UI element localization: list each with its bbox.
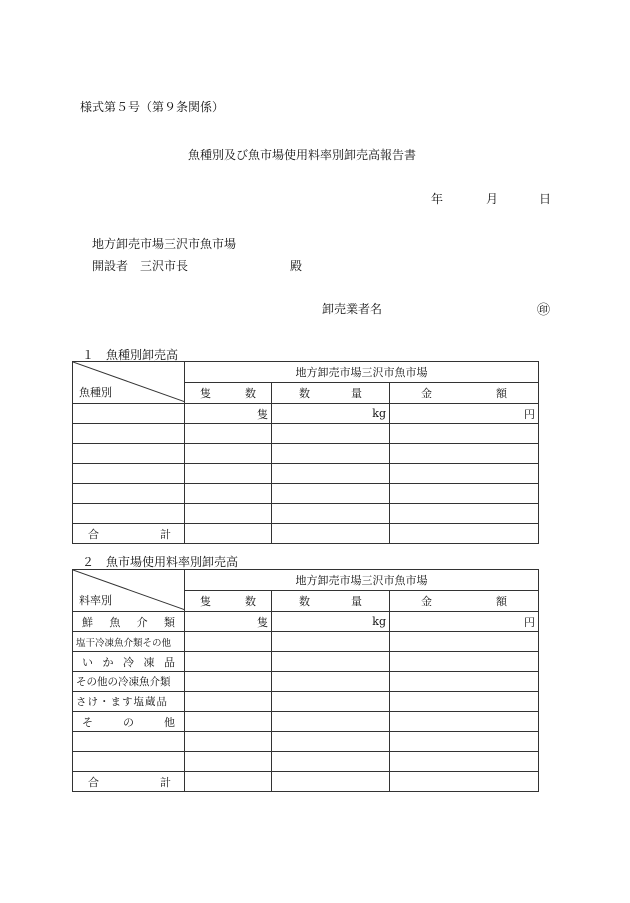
rate-row-frozen-squid: い か 冷 凍 品	[82, 655, 175, 669]
rate-row-dried-frozen: 塩干冷凍魚介類その他	[73, 632, 185, 652]
unit-kg: kg	[272, 404, 390, 424]
rate-row-fresh-fish: 鮮 魚 介 類	[82, 615, 175, 629]
section1-col-amount: 金 額	[421, 387, 507, 400]
section2-corner-cell	[73, 570, 185, 612]
section1-market-header: 地方卸売市場三沢市魚市場	[185, 362, 539, 383]
section1-blank-cell[interactable]	[73, 484, 185, 504]
date-year-label: 年	[431, 192, 444, 206]
addressee-mayor: 開設者 三沢市長	[92, 259, 189, 273]
form-number: 様式第５号（第９条関係）	[80, 100, 225, 114]
section1-blank-cell[interactable]	[73, 424, 185, 444]
date-day-label: 日	[539, 192, 552, 206]
date-month-label: 月	[486, 192, 499, 206]
unit-kg: kg	[272, 612, 390, 632]
section2-table	[72, 569, 539, 792]
section2-market-header: 地方卸売市場三沢市魚市場	[185, 570, 539, 591]
section2-col-quantity: 数 量	[299, 595, 362, 608]
section1-blank-cell[interactable]	[73, 444, 185, 464]
rate-row-other-frozen: その他の冷凍魚介類	[73, 672, 185, 692]
section1-total-label: 合 計	[88, 527, 171, 541]
section1-blank-cell[interactable]	[73, 464, 185, 484]
section1-blank-cell[interactable]	[73, 504, 185, 524]
section2-heading: ２ 魚市場使用料率別卸売高	[82, 555, 239, 569]
seal-mark: ㊞	[537, 303, 551, 318]
section1-table	[72, 361, 539, 544]
addressee-honorific: 殿	[290, 259, 303, 273]
section1-col-boats: 隻 数	[200, 387, 256, 400]
section1-heading: １ 魚種別卸売高	[82, 348, 179, 362]
unit-yen: 円	[390, 404, 539, 424]
section2-col-boats: 隻 数	[200, 595, 256, 608]
section2-blank-cell[interactable]	[73, 752, 185, 772]
addressee-market: 地方卸売市場三沢市魚市場	[92, 237, 237, 251]
section1-col-quantity: 数 量	[299, 387, 362, 400]
section2-total-label: 合 計	[88, 775, 171, 789]
unit-boats: 隻	[185, 404, 272, 424]
section2-blank-cell[interactable]	[73, 732, 185, 752]
rate-row-other: そ の 他	[82, 715, 175, 729]
unit-boats: 隻	[185, 612, 272, 632]
rate-row-salted-salmon: さけ・ます塩蔵品	[73, 692, 185, 712]
section1-corner-label: 魚種別	[79, 386, 112, 399]
document-title: 魚種別及び魚市場使用料率別卸売高報告書	[188, 148, 417, 162]
sender-label: 卸売業者名	[322, 302, 383, 316]
unit-yen: 円	[390, 612, 539, 632]
section2-corner-label: 料率別	[79, 594, 112, 607]
section1-row-label[interactable]	[73, 404, 185, 424]
section1-corner-cell	[73, 362, 185, 404]
section2-col-amount: 金 額	[421, 595, 507, 608]
